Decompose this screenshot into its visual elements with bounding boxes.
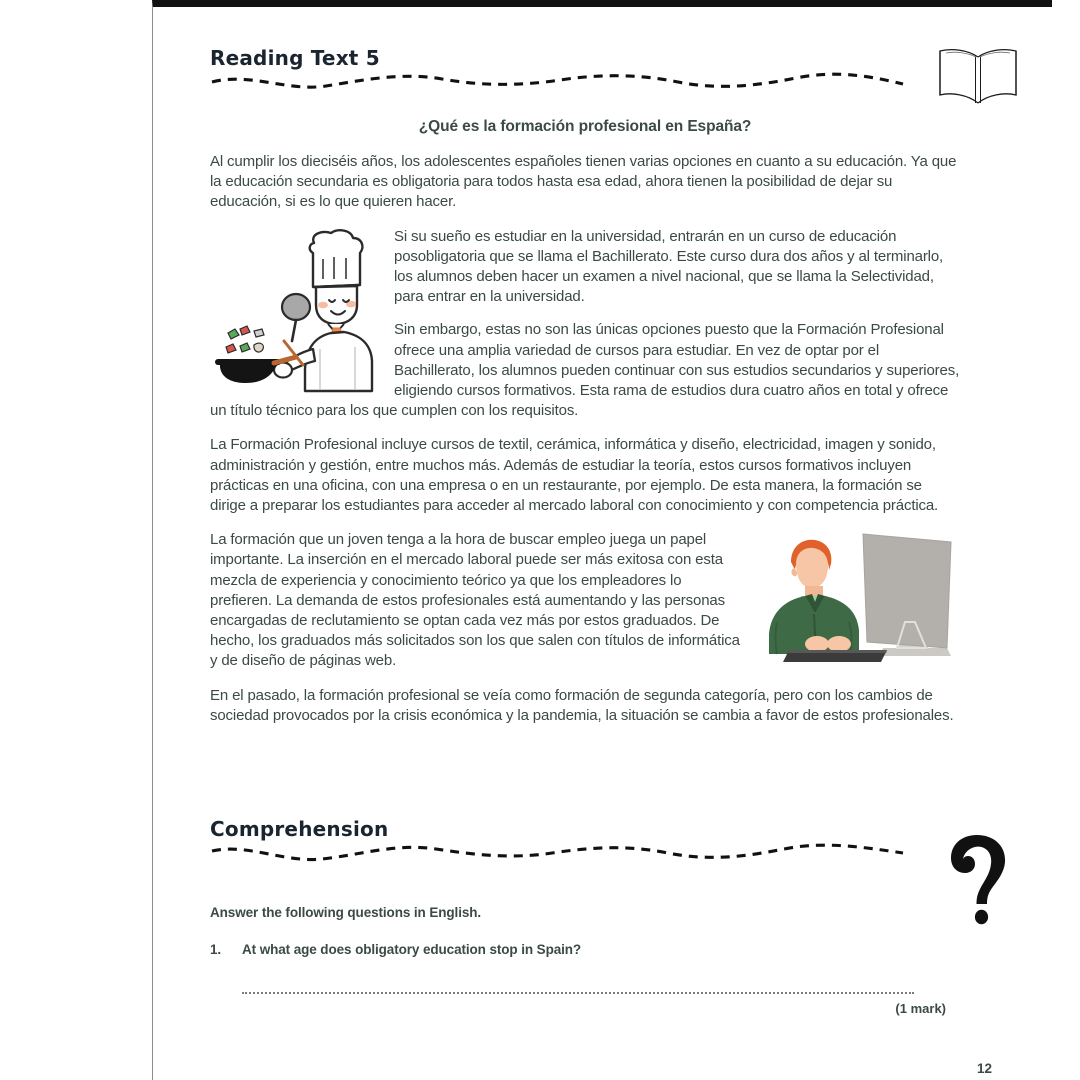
answer-line-1[interactable] (242, 991, 914, 994)
question-number: 1. (210, 942, 222, 958)
wavy-divider-comprehension (210, 841, 905, 863)
comprehension-heading: Comprehension (210, 817, 389, 842)
page-content (210, 47, 960, 1016)
page-number: 12 (976, 1061, 992, 1076)
paragraph-6: En el pasado, la formación profesional se veía como formación de segunda categoría, pero con los cambios de sociedad provocados por la crisis económica y la pandemia, la situación se cambia a favor de estos profesionales. (210, 686, 954, 724)
man-at-computer-illustration (755, 530, 960, 665)
paragraph-5: La formación que un joven tenga a la hora de buscar empleo juega un papel importante. La inserción en el mercado laboral puede ser más exitosa con esta mezcla de experiencia y conocimiento teórico ya que los empleadores lo prefieren. La demanda de estos profesionales está aumentando y las personas encargadas de reclutamiento se optan cada vez más por estos graduados. De hecho, los graduados más solicitados son los que salen con títulos de informática y de diseño de páginas web. (210, 531, 740, 670)
paragraph-4: La Formación Profesional incluye cursos de textil, cerámica, informática y diseño, electricidad, imagen y sonido, administración y gestión, entre muchos más. Además de estudiar la teoría, estos cursos formativos incluyen prácticas en una oficina, con una empresa o en un restaurante, por ejemplo. De esta manera, la formación se dirige a preparar los estudiantes para acceder al mercado laboral con conocimiento y con competencia práctica. (210, 436, 939, 515)
comprehension-instruction: Answer the following questions in English. (210, 905, 482, 921)
paragraph-2: Si su sueño es estudiar en la universidad, entrarán en un curso de educación posobligatoria que se llama el Bachillerato. Este curso dura dos años y al terminarlo, los alumnos deben hacer un examen a nivel nacional, que se llama la Selectividad, para entrar en la universidad. (394, 227, 944, 306)
chef-cooking-illustration (210, 229, 388, 399)
wavy-divider-reading (210, 70, 905, 92)
comprehension-section (210, 818, 960, 1016)
reading-heading: Reading Text 5 (210, 46, 380, 70)
paragraph-1: Al cumplir los dieciséis años, los adolescentes españoles tienen varias opciones en cuanto a su educación. Ya que la educación secundaria es obligatoria para todos hasta esa edad, ahora tienen la posibilidad de dejar su educación, si es lo que quieren hacer. (210, 153, 957, 211)
paragraph-3: Sin embargo, estas no son las únicas opciones puesto que la Formación Profesional ofrece una amplia variedad de cursos para estudiar. En vez de optar por el Bachillerato, los alumnos pueden continuar con sus estudios secundarios y superiores, eligiendo cursos formativos. Esta rama de estudios dura cuatro años en total y ofrece un título técnico para los que cumplen con los requisitos. (210, 321, 960, 420)
article-title: ¿Qué es la formación profesional en España? (418, 118, 752, 135)
document-page (152, 0, 1052, 1080)
question-item-1 (210, 942, 960, 957)
comprehension-section-header (210, 818, 960, 863)
question-text: At what age does obligatory education stop in Spain? (242, 942, 582, 958)
reading-section-header (210, 47, 960, 92)
marks-label-1: (1 mark) (895, 1001, 946, 1017)
